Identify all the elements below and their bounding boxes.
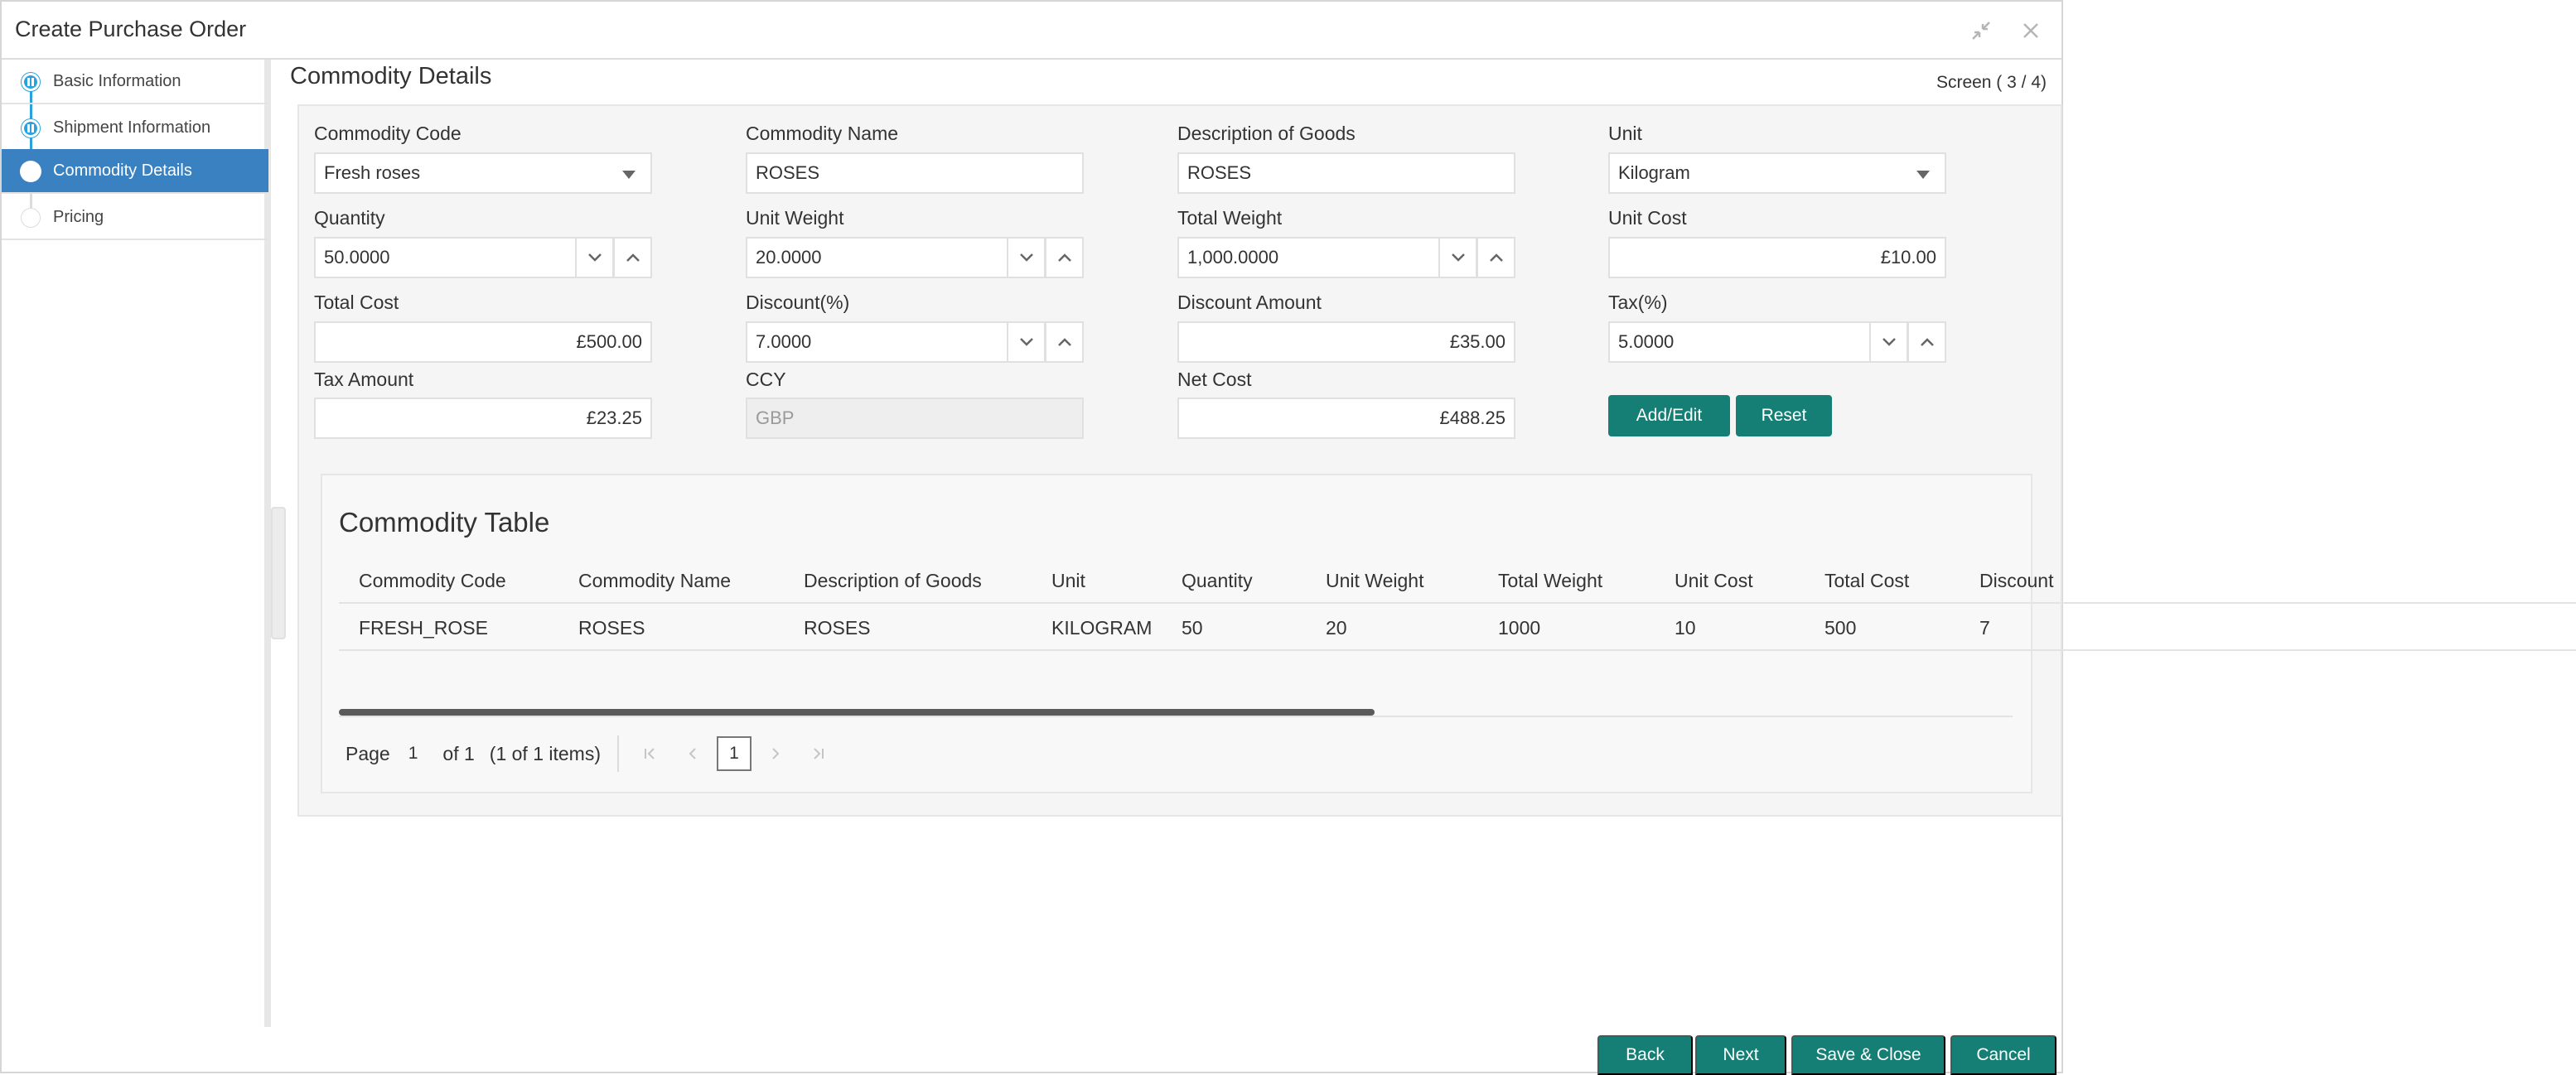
step-label: Pricing xyxy=(53,208,104,226)
window-title: Create Purchase Order xyxy=(15,17,247,41)
back-button[interactable]: Back xyxy=(1597,1035,1693,1075)
description-input[interactable] xyxy=(1177,152,1515,194)
quantity-value: 50.0000 xyxy=(324,247,390,268)
horizontal-scrollbar[interactable] xyxy=(339,709,1375,716)
discount-pct-value: 7.0000 xyxy=(756,331,812,352)
item-count: (1 of 1 items) xyxy=(489,742,601,764)
net-cost-input[interactable] xyxy=(1177,398,1515,439)
commodity-table xyxy=(339,558,2054,649)
commodity-code-value: Fresh roses xyxy=(324,162,421,183)
unit-cost-label: Unit Cost xyxy=(1608,207,1687,229)
page-label: Page xyxy=(346,742,390,764)
discount-amount-label: Discount Amount xyxy=(1177,292,1322,313)
step-basic-information[interactable] xyxy=(2,60,268,104)
column-header[interactable]: Quantity xyxy=(1182,570,1253,591)
reset-button[interactable]: Reset xyxy=(1736,395,1832,436)
increment-button[interactable] xyxy=(1476,237,1515,278)
column-header[interactable]: Total Weight xyxy=(1498,570,1603,591)
tax-pct-label: Tax(%) xyxy=(1608,292,1668,313)
quantity-stepper[interactable] xyxy=(314,237,652,278)
discount-pct-label: Discount(%) xyxy=(746,292,850,313)
chevron-down-icon xyxy=(622,171,636,179)
step-commodity-details[interactable] xyxy=(2,149,268,194)
table-header-row xyxy=(339,558,2576,604)
completed-step-icon xyxy=(22,119,40,137)
step-label: Commodity Details xyxy=(53,161,192,180)
tax-amount-label: Tax Amount xyxy=(314,369,414,390)
discount-pct-stepper[interactable] xyxy=(746,321,1084,363)
commodity-name-value: ROSES xyxy=(756,162,820,183)
commodity-table-panel xyxy=(321,474,2054,793)
total-cost-value: £500.00 xyxy=(576,331,642,352)
add-edit-button[interactable]: Add/Edit xyxy=(1608,395,1730,436)
column-header[interactable]: Unit Cost xyxy=(1675,570,1753,591)
commodity-name-label: Commodity Name xyxy=(746,123,899,144)
step-pricing[interactable] xyxy=(2,195,268,240)
total-weight-label: Total Weight xyxy=(1177,207,1283,229)
table-cell: ROSES xyxy=(804,617,871,639)
total-weight-value: 1,000.0000 xyxy=(1187,247,1279,268)
next-button[interactable]: Next xyxy=(1695,1035,1786,1075)
cancel-button[interactable]: Cancel xyxy=(1950,1035,2056,1075)
first-page-icon[interactable] xyxy=(636,737,664,770)
quantity-label: Quantity xyxy=(314,207,385,229)
decrement-button[interactable] xyxy=(1438,237,1477,278)
table-cell: 500 xyxy=(1824,617,1857,639)
wizard-sidebar xyxy=(2,60,271,1027)
total-cost-label: Total Cost xyxy=(314,292,399,313)
ccy-value: GBP xyxy=(756,407,795,428)
table-cell: 20 xyxy=(1326,617,1347,639)
discount-amount-input[interactable] xyxy=(1177,321,1515,363)
column-header[interactable]: Commodity Code xyxy=(359,570,506,591)
net-cost-value: £488.25 xyxy=(1439,407,1505,428)
screen-counter: Screen ( 3 / 4) xyxy=(1936,73,2047,92)
decrement-button[interactable] xyxy=(1007,237,1046,278)
decrement-button[interactable] xyxy=(1007,321,1046,363)
page-number-input[interactable]: 1 xyxy=(408,744,418,763)
total-weight-stepper[interactable] xyxy=(1177,237,1515,278)
table-cell: 10 xyxy=(1675,617,1696,639)
discount-amount-value: £35.00 xyxy=(1449,331,1505,352)
column-header[interactable]: Total Cost xyxy=(1824,570,1910,591)
increment-button[interactable] xyxy=(1045,321,1084,363)
next-page-icon[interactable] xyxy=(761,737,790,770)
chevron-down-icon xyxy=(1916,171,1930,179)
tax-pct-value: 5.0000 xyxy=(1618,331,1675,352)
increment-button[interactable] xyxy=(613,237,652,278)
save-close-button[interactable]: Save & Close xyxy=(1791,1035,1945,1075)
net-cost-label: Net Cost xyxy=(1177,369,1252,390)
table-cell: ROSES xyxy=(578,617,645,639)
unit-label: Unit xyxy=(1608,123,1642,144)
description-label: Description of Goods xyxy=(1177,123,1356,144)
current-page-button[interactable]: 1 xyxy=(717,736,752,771)
column-header[interactable]: Unit Weight xyxy=(1326,570,1424,591)
previous-page-icon[interactable] xyxy=(679,737,707,770)
table-cell: 1000 xyxy=(1498,617,1541,639)
column-header[interactable]: Unit xyxy=(1051,570,1085,591)
table-cell: FRESH_ROSE xyxy=(359,617,488,639)
table-cell: 50 xyxy=(1182,617,1203,639)
pending-step-icon xyxy=(22,209,40,227)
commodity-code-select[interactable] xyxy=(314,152,652,194)
current-step-icon xyxy=(22,162,40,181)
commodity-code-label: Commodity Code xyxy=(314,123,462,144)
ccy-input xyxy=(746,398,1084,439)
unit-weight-label: Unit Weight xyxy=(746,207,844,229)
decrement-button[interactable] xyxy=(575,237,614,278)
divider xyxy=(339,716,2013,717)
window-controls xyxy=(1969,18,2043,43)
unit-cost-input[interactable] xyxy=(1608,237,1946,278)
title-bar xyxy=(2,2,2061,60)
unit-weight-stepper[interactable] xyxy=(746,237,1084,278)
unit-value: Kilogram xyxy=(1618,162,1690,183)
ccy-label: CCY xyxy=(746,369,786,390)
unit-select[interactable] xyxy=(1608,152,1946,194)
decrement-button[interactable] xyxy=(1869,321,1908,363)
tax-pct-stepper[interactable] xyxy=(1608,321,1946,363)
description-value: ROSES xyxy=(1187,162,1252,183)
sidebar-collapse-handle[interactable] xyxy=(271,507,286,639)
table-row[interactable] xyxy=(339,605,2576,651)
pagination xyxy=(339,729,833,779)
page-total: of 1 xyxy=(442,742,475,764)
increment-button[interactable] xyxy=(1907,321,1946,363)
total-cost-input[interactable] xyxy=(314,321,652,363)
step-shipment-information[interactable] xyxy=(2,106,268,151)
table-cell: KILOGRAM xyxy=(1051,617,1153,639)
divider xyxy=(617,735,619,772)
tax-amount-value: £23.25 xyxy=(586,407,642,428)
page-title: Commodity Details xyxy=(290,63,492,89)
step-label: Shipment Information xyxy=(53,118,211,137)
table-cell: 7 xyxy=(1979,617,1990,639)
tax-amount-input[interactable] xyxy=(314,398,652,439)
column-header[interactable]: Discount xyxy=(1979,570,2054,591)
completed-step-icon xyxy=(22,73,40,91)
last-page-icon[interactable] xyxy=(805,737,833,770)
table-title: Commodity Table xyxy=(339,507,550,538)
column-header[interactable]: Description of Goods xyxy=(804,570,982,591)
unit-cost-value: £10.00 xyxy=(1880,247,1936,268)
step-label: Basic Information xyxy=(53,72,181,90)
column-header[interactable]: Commodity Name xyxy=(578,570,732,591)
unit-weight-value: 20.0000 xyxy=(756,247,822,268)
commodity-name-input[interactable] xyxy=(746,152,1084,194)
increment-button[interactable] xyxy=(1045,237,1084,278)
minimize-icon[interactable] xyxy=(1969,18,1994,43)
close-icon[interactable] xyxy=(2018,18,2043,43)
